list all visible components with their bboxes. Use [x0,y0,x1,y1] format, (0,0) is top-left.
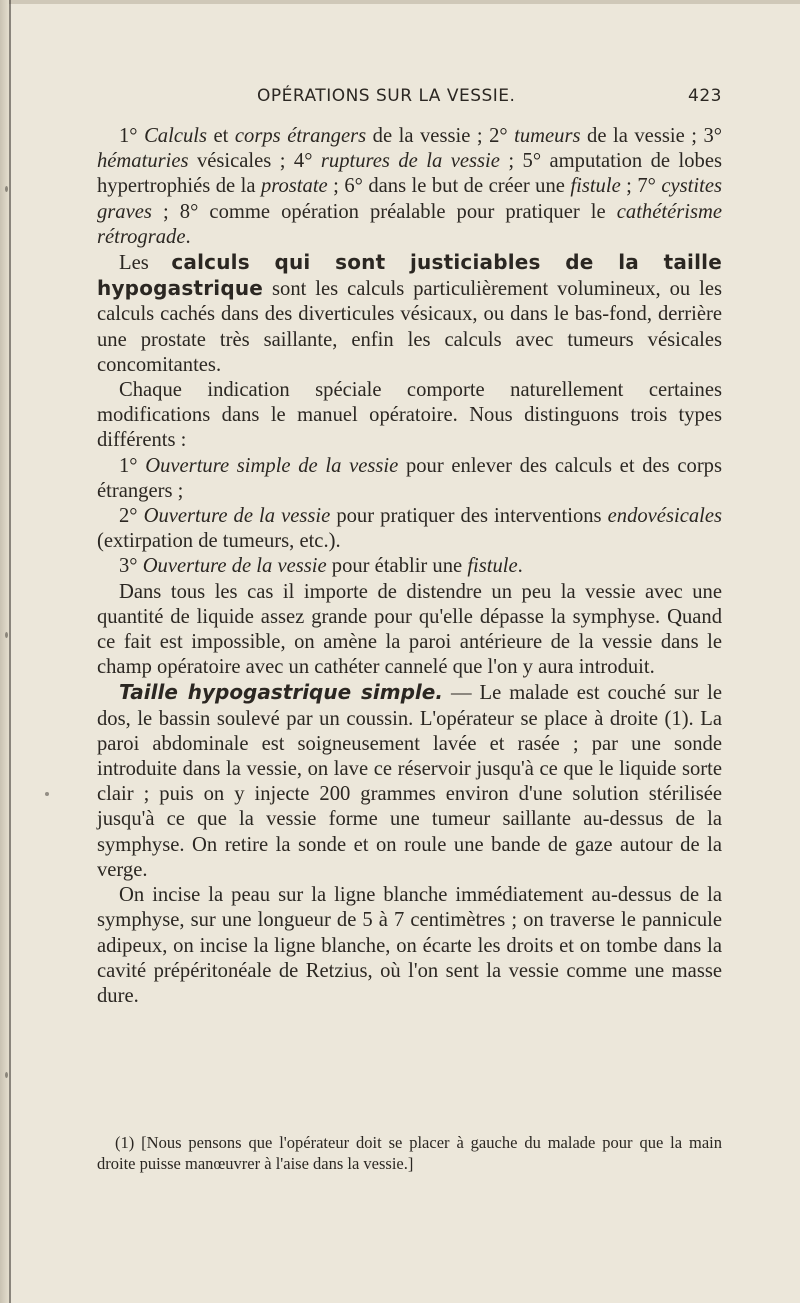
text-run: ; 8° comme opération préalable pour pratiquer le [151,200,617,223]
page-header [97,86,722,116]
italic-term: cathétérisme rétrograde [97,200,722,248]
taille-simple-paragraph [97,680,722,883]
text-run: 3° [119,555,143,578]
incision-paragraph: On incise la peau sur la ligne blanche immédiatement au-dessus de la symphyse, sur une longueur de 5 à 7 centimètres ; on traverse le pannicule adipeux, on incise la ligne blanche, on écarte les droits et on tombe dans la cavité prépéritonéale de Retzius, où l'on sent la vessie comme une masse dure. [97,884,722,1007]
italic-term: cystites graves [97,175,722,223]
italic-term: fistule [570,175,621,198]
paper-blemish [5,1072,8,1078]
text-run: de la vessie ; 2° [366,125,515,147]
italic-term: corps étrangers [234,125,367,147]
paper-blemish [5,632,8,638]
text-run: ; 7° [620,175,662,198]
page-binding-line [9,0,11,1303]
italic-term: ruptures de la vessie [320,150,500,173]
text-run: de la vessie ; 3° [580,125,722,147]
text-run: pour établir une [326,555,468,578]
italic-term: Ouverture simple de la vessie [145,454,399,477]
text-run: . [517,555,523,578]
page-body [97,124,722,1009]
type-1-paragraph [97,454,722,504]
text-run: (extirpation de tumeurs, etc.). [97,530,341,553]
italic-term: tumeurs [514,125,581,147]
type-3-paragraph [97,554,722,579]
distension-paragraph: Dans tous les cas il importe de distendre un peu la vessie avec une quantité de liquide assez grande pour qu'elle dépasse la symphyse. Quand ce fait est impossible, on amène la paroi antérieure de la vessie dans le champ opératoire avec un cathéter cannelé que l'on y aura introduit. [97,580,722,679]
text-run: sont les calculs particulièrement volumineux, ou les calculs cachés dans des diverticules vésicaux, ou dans le bas-fond, derrière une prostate très saillante, enfin les calculs avec tumeurs vésicales concomitantes. [97,278,722,376]
text-run: ; 6° dans le but de créer une [327,175,571,198]
type-2-paragraph [97,504,722,554]
page-number: 423 [688,86,722,106]
paper-blemish [5,186,8,192]
footnote: (1) [Nous pensons que l'opérateur doit se placer à gauche du malade pour que la main droite puisse manœuvrer à l'aise dans la vessie.] [97,1133,722,1173]
text-run: 1° [119,454,146,477]
indications-list-paragraph [97,124,722,250]
text-run: — Le malade est couché sur le dos, le bassin soulevé par un coussin. L'opérateur se place à droite (1). La paroi abdominale est soigneusement lavée et rasée ; par une sonde introduite dans la vessie, on lave ce réservoir jusqu'à ce que le liquide sorte clair ; puis on y injecte 200 grammes environ d'une solution stérilisée jusqu'à ce que la vessie forme une tumeur saillante au-dessus de la symphyse. On retire la sonde et on roule une bande de gaze autour de la verge. [97,682,723,881]
indication-paragraph: Chaque indication spéciale comporte naturellement certaines modifications dans le manuel opératoire. Nous distinguons trois types différents : [97,379,722,452]
italic-term: hématuries [97,150,189,173]
text-run: 1° [119,125,145,147]
italic-term: prostate [260,175,328,198]
text-run: pour enlever des calculs et des corps étrangers ; [97,454,722,502]
italic-term: fistule [467,555,518,578]
page-binding-edge [0,0,9,1303]
running-head: OPÉRATIONS SUR LA VESSIE. [257,86,516,106]
italic-term: endovésicales [607,505,723,528]
text-run: ; 5° amputation de lobes hypertrophiés de la [97,150,722,198]
text-run: Les [119,252,172,275]
text-run: et [207,125,235,147]
calculs-paragraph [97,250,722,378]
paper-blemish [45,792,49,796]
section-heading: Taille hypogastrique simple. [119,680,443,705]
italic-term: Ouverture de la vessie [142,555,327,578]
page-top-edge [0,0,800,4]
text-run: 2° [119,505,144,528]
text-run: vésicales ; 4° [188,150,321,173]
bold-heading-term: calculs qui sont justiciables de la taille hypogastrique [97,250,722,301]
italic-term: Calculs [144,125,207,147]
italic-term: Ouverture de la vessie [143,505,331,528]
text-run: pour pratiquer des interventions [330,505,608,528]
text-run: . [185,225,191,248]
